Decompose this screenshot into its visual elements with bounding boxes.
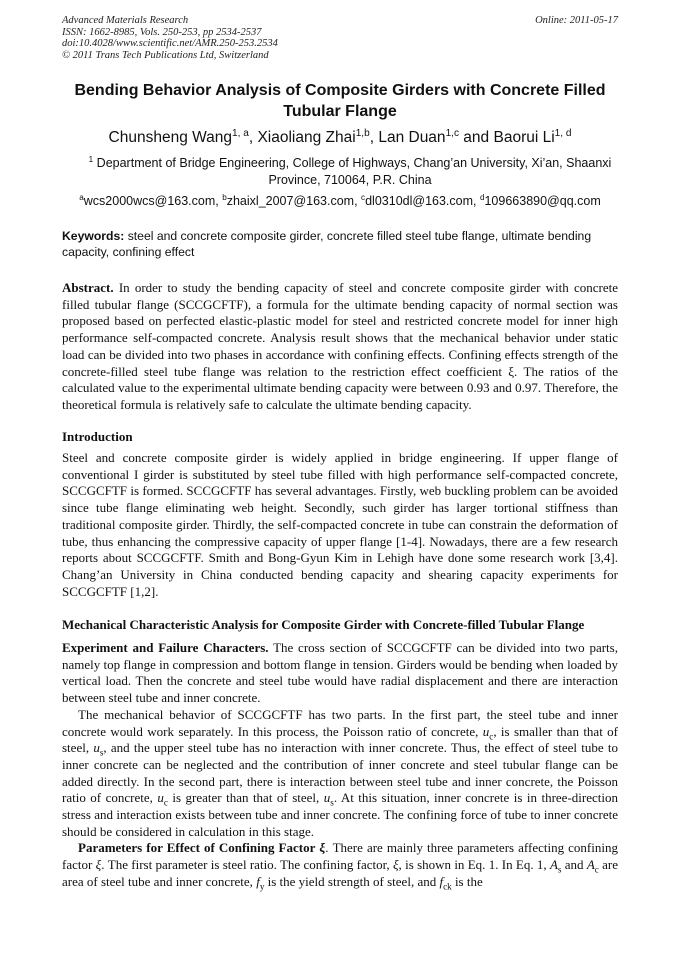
subheading: Experiment and Failure Characters. [62, 640, 269, 655]
author-name: Lan Duan [378, 129, 446, 146]
journal-name: Advanced Materials Research [62, 15, 189, 26]
paragraph: Experiment and Failure Characters. The cross section of SCCGCFTF can be divided into two parts, namely top flange in compression and bottom flange in tension. Girders would be bending when loaded by vertical load. Then the concrete and steel tube would have radial displacement and there are interaction between steel tube and inner concrete. [62, 640, 618, 706]
author-name: Chunsheng Wang [108, 129, 233, 146]
author-name: Xiaoliang Zhai [257, 129, 356, 146]
keywords-label: Keywords: [62, 229, 125, 243]
email-link[interactable]: dl0310dl@163.com [365, 194, 474, 208]
mech-heading: Mechanical Characteristic Analysis for Composite Girder with Concrete-filled Tubular Flange [62, 617, 585, 632]
keywords [62, 229, 618, 260]
journal-header [62, 15, 618, 61]
issn-line: ISSN: 1662-8985, Vols. 250-253, pp 2534-2537 [62, 26, 262, 38]
copyright-line: © 2011 Trans Tech Publications Ltd, Switzerland [62, 49, 269, 61]
paper-title: Bending Behavior Analysis of Composite Girders with Concrete Filled Tubular Flange [74, 82, 606, 120]
affiliation [80, 155, 620, 189]
author-name: Baorui Li [493, 129, 555, 146]
author-superscript: 1, d [554, 127, 572, 139]
subheading: Parameters for Effect of Confining Factor [78, 840, 316, 856]
abstract-text: In order to study the bending capacity of steel and concrete composite girder with concrete filled tubular flange (SCCGCFTF), a formula for the ultimate bending capacity of normal section was proposed based on perfected elastic-plastic model for steel and restricted concrete model for inner high performance self-compacted concrete. Analysis result shows that the mechanical behavior under static load can be divided into two phases in accordance with confining effects. Confining effects strength of the concrete-filled steel tube flange was relation to the restriction effect coefficient ξ. The ratios of the calculated value to the experimental ultimate bending capacity were between 0.93 and 0.97. Therefore, the theoretical formula is relatively safe to calculate the ultimate bending capacity. [62, 280, 618, 412]
author-list: Chunsheng Wang$^{1, a}$, Xiaoliang Zhai$^{1,b}$, Lan Duan$^{1,c}$ and Baorui Li$^{1, d}$ [108, 127, 572, 146]
author-superscript: 1,b [355, 127, 370, 139]
paragraph: Parameters for Effect of Confining Factor ξ. There are mainly three parameters affecting confining factor ξ. The first parameter is steel ratio. The confining factor, ξ, is shown in Eq. 1. In Eq. 1, $A_s$ and $A_c$ are area of steel tube and inner concrete, $f_y$ is the yield strength of steel, and $f_{ck}$ is the [62, 840, 618, 892]
affiliation-text: Department of Bridge Engineering, College of Highways, Chang’an University, Xi’an, Shaanxi Province, 710064, P.R. China [96, 156, 612, 187]
email-link[interactable]: 109663890@qq.com [484, 194, 601, 208]
affiliation-number: 1 [88, 154, 94, 164]
email-link[interactable]: zhaixl_2007@163.com [226, 194, 355, 208]
email-link[interactable]: wcs2000wcs@163.com [83, 194, 216, 208]
author-superscript: 1,c [445, 127, 459, 139]
intro-heading: Introduction [62, 429, 133, 444]
doi-link[interactable]: doi:10.4028/www.scientific.net/AMR.250-253.2534 [62, 38, 278, 49]
abstract [62, 280, 618, 414]
paragraph: The mechanical behavior of SCCGCFTF has two parts. In the first part, the steel tube and inner concrete would work separately. In this process, the Poisson ratio of concrete, $u_c$, is smaller than that of steel, $u_s$, and the upper steel tube has no interaction with inner concrete. Thus, the effect of steel tube to inner concrete can be neglected and the contribution of inner concrete and steel tubular flange can be added directly. In the second part, there is interaction between steel tube and inner concrete, the Poisson ratio of concrete, $u_c$ is greater than that of steel, $u_s$. At this situation, inner concrete is in three-direction stress and interaction exists between tube and inner concrete. The confining force of tube to inner concrete should be considered in calculation in this stage. [62, 706, 618, 839]
email-list: $^a$wcs2000wcs@163.com, $^b$zhaixl_2007@163.com, $^c$dl0310dl@163.com, $^d$109663890@qq.com [79, 192, 601, 208]
intro-paragraph: Steel and concrete composite girder is widely applied in bridge engineering. If upper flange of conventional I girder is substituted by steel tube filled with high performance self-compacted concrete, SCCGCFTF is formed. SCCGCFTF has several advantages. Firstly, web buckling problem can be avoided since tube flange eliminating web height. Secondly, such girder has larger tortional stiffness than traditional composite girder. Thirdly, the self-compacted concrete in tube can constrain the deformation of tube, thus enhancing the compressive capacity of upper flange [1-4]. Nowadays, there are a few research reports about SCCGCFTF. Smith and Bong-Gyun Kim in Lehigh have done some research work [3,4]. Chang’an University in China conducted bending capacity and shearing capacity experiments for SCCGCFTF [1,2]. [62, 450, 618, 599]
keywords-text: steel and concrete composite girder, concrete filled steel tube flange, ultimate bending capacity, confining effect [62, 229, 592, 259]
online-date: Online: 2011-05-17 [535, 15, 618, 26]
author-superscript: 1, a [232, 127, 249, 139]
xi-symbol: ξ [319, 840, 326, 856]
abstract-label: Abstract. [62, 280, 114, 295]
mech-section [62, 640, 618, 891]
